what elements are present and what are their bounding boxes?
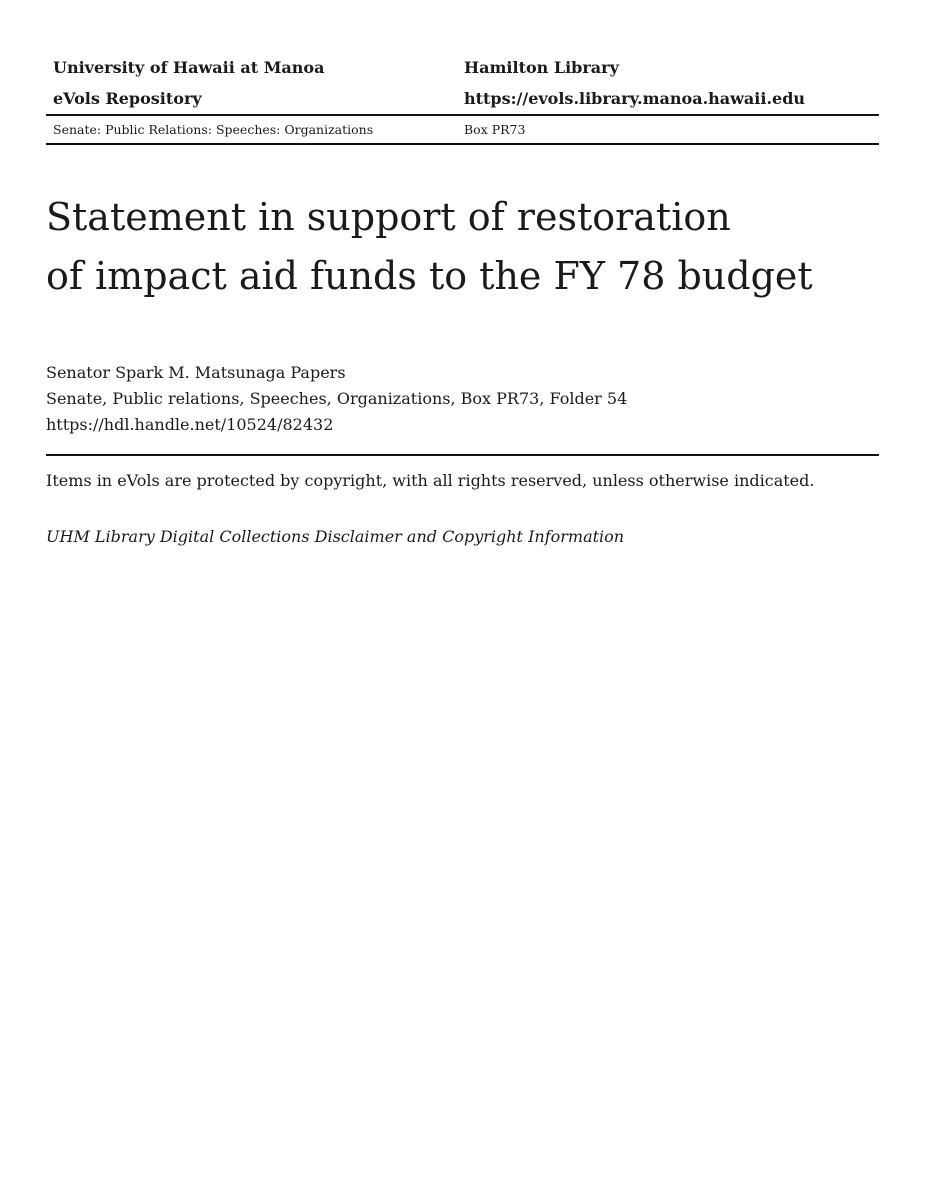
repository-url[interactable]: https://evols.library.manoa.hawaii.edu (464, 89, 806, 108)
handle-link[interactable]: https://hdl.handle.net/10524/82432 (46, 415, 334, 434)
collection-path: Senate: Public Relations: Speeches: Organizations (53, 122, 374, 137)
cover-header (46, 52, 879, 145)
header-row-2 (46, 83, 879, 114)
disclaimer-link[interactable]: UHM Library Digital Collections Disclaimer and Copyright Information (46, 527, 625, 546)
repository-name: eVols Repository (53, 89, 202, 108)
title-line-1: Statement in support of restoration (46, 195, 731, 239)
header-row-1 (46, 52, 879, 83)
collection-name: Senator Spark M. Matsunaga Papers (46, 363, 346, 382)
box-label: Box PR73 (464, 122, 526, 137)
header-row-3 (46, 116, 879, 143)
library-name: Hamilton Library (464, 58, 619, 77)
document-page (46, 0, 879, 1200)
folder-location: Senate, Public relations, Speeches, Organizations, Box PR73, Folder 54 (46, 389, 628, 408)
copyright-notice: Items in eVols are protected by copyright, with all rights reserved, unless otherwise indicated. (46, 471, 815, 490)
document-title (46, 188, 879, 306)
header-divider-bottom (46, 143, 879, 145)
title-line-2: of impact aid funds to the FY 78 budget (46, 254, 813, 298)
footer-divider (46, 454, 879, 456)
document-metadata (46, 360, 627, 438)
institution-name: University of Hawaii at Manoa (53, 58, 325, 77)
